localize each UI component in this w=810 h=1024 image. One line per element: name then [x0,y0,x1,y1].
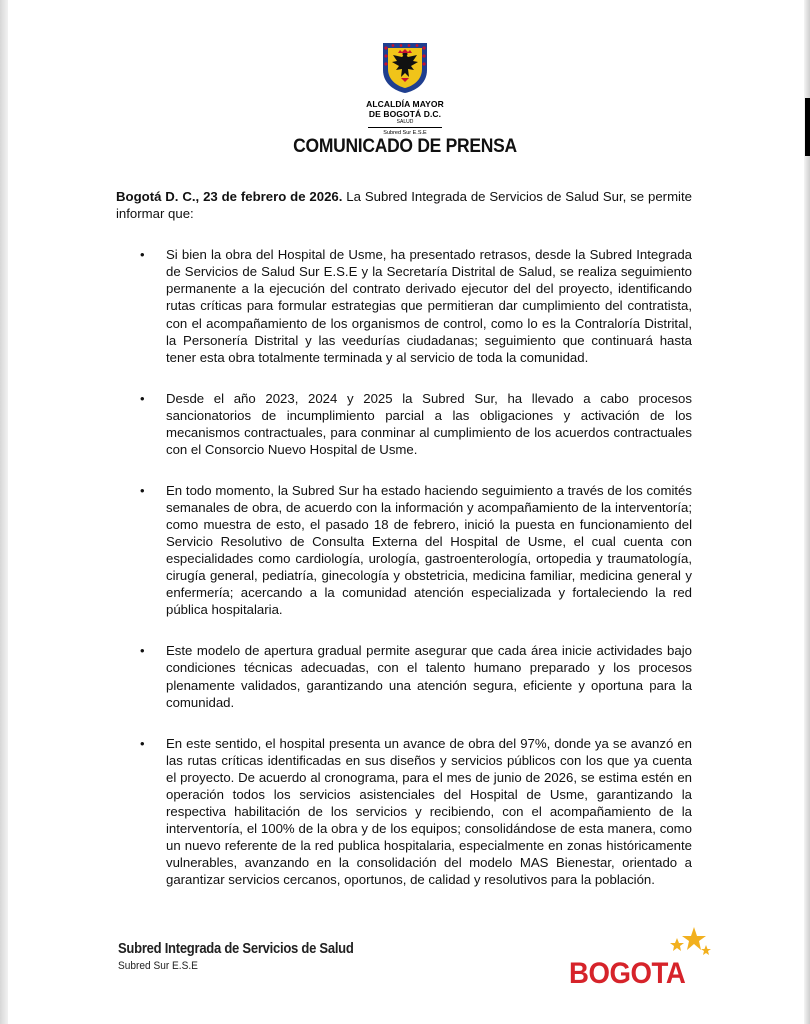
intro-paragraph [116,188,692,222]
footer-org-sub: Subred Sur E.S.E [118,960,198,972]
bogota-logo [569,925,714,1000]
alcaldia-name-line2: DE BOGOTÁ D.C. [368,109,442,119]
dateline: Bogotá D. C., 23 de febrero de 2026. [116,189,343,204]
bogota-wordmark: BOGOTA [569,957,686,990]
bullet-text: Desde el año 2023, 2024 y 2025 la Subred Sur, ha llevado a cabo procesos sancionatorios de incumplimiento parcial a las obligaciones y activación de los mecanismos contractuales, para conminar al cumplimiento de los acuerdos contractuales con el Consorcio Nuevo Hospital de Usme. [166,390,692,457]
alcaldia-sector: SALUD [396,119,414,125]
alcaldia-name-line1: ALCALDÍA MAYOR [366,99,444,109]
bogota-stars-icon [664,925,712,961]
bullet-text: Si bien la obra del Hospital de Usme, ha presentado retrasos, desde la Subred Integrada de Servicios de Salud Sur E.S.E y la Secretaría Distrital de Salud, se realiza seguimiento permanente a la ejecución del contrato derivado ejecutor del del proyecto, identificando rutas críticas para formular estrategias que permitieran dar cumplimiento del contratista, con el acompañamiento de los organismos de control, como lo es la Contraloría Distrital, la Personería Distrital y las veedurías ciudadanas; seguimiento que continuará hasta tener esta obra totalmente terminada y al servicio de toda la comunidad. [166,247,692,365]
bullet-icon: • [140,643,145,659]
scan-frame-left [0,0,8,1024]
alcaldia-subred: Subred Sur E.S.E [383,130,427,136]
bullet-icon: • [140,482,145,498]
letterhead-divider [368,127,442,128]
bullet-icon: • [140,247,145,263]
bullet-text: En este sentido, el hospital presenta un avance de obra del 97%, donde ya se avanzó en las rutas críticas identificadas en sus diseños y servicios públicos con los que ya cuenta el proyecto. De acuerdo al cronograma, para el mes de junio de 2026, se estima estén en operación todos los servicios asistenciales del Hospital de Usme, garantizando la respectiva habilitación de los servicios y recibiendo, con el acompañamiento de la interventoría, el 100% de la obra y de los equipos; consolidándose de esta manera, como un nuevo referente de la red publica hospitalaria, especialmente en zonas históricamente vulnerables, avanzando en la consolidación del modelo MAS Bienestar, orientado a garantizar servicios cercanos, oportunos, de calidad y resolutivos para la población. [166,735,692,888]
bullet-icon: • [140,735,145,751]
letterhead [0,40,810,137]
bullet-text: En todo momento, la Subred Sur ha estado haciendo seguimiento a través de los comités semanales de obra, de acuerdo con la información y acompañamiento de la interventoría; como muestra de esto, el pasado 18 de febrero, inició la puesta en funcionamiento del Servicio Resolutivo de Consulta Externa del Hospital de Usme, el cual cuenta con especialidades como cardiología, urología, gastroenterología, ortopedia y traumatología, cirugía general, pediatría, ginecología y obstetricia, medicina familiar, medicina general y enfermería; acercando a la comunidad atención especializada y fortaleciendo la red pública hospitalaria. [166,482,692,618]
document-body [116,188,692,912]
list-item [140,735,692,889]
list-item [140,482,692,619]
footer-organization [118,941,380,972]
bullet-icon: • [140,390,145,406]
bogota-coat-of-arms-icon [381,40,429,94]
bullet-list [116,246,692,888]
bullet-text: Este modelo de apertura gradual permite asegurar que cada área inicie actividades bajo condiciones técnicas adecuadas, con el talento humano preparado y los procesos plenamente validados, garantizando una atención segura, eficiente y oportuna para la comunidad. [166,643,692,710]
list-item [140,246,692,366]
document-title: COMUNICADO DE PRENSA [293,136,517,157]
list-item [140,390,692,458]
footer-org-name: Subred Integrada de Servicios de Salud [118,941,354,957]
list-item [140,642,692,710]
intro-text: La Subred Integrada de Servicios de Salud Sur, se permite informar que: [116,189,692,222]
